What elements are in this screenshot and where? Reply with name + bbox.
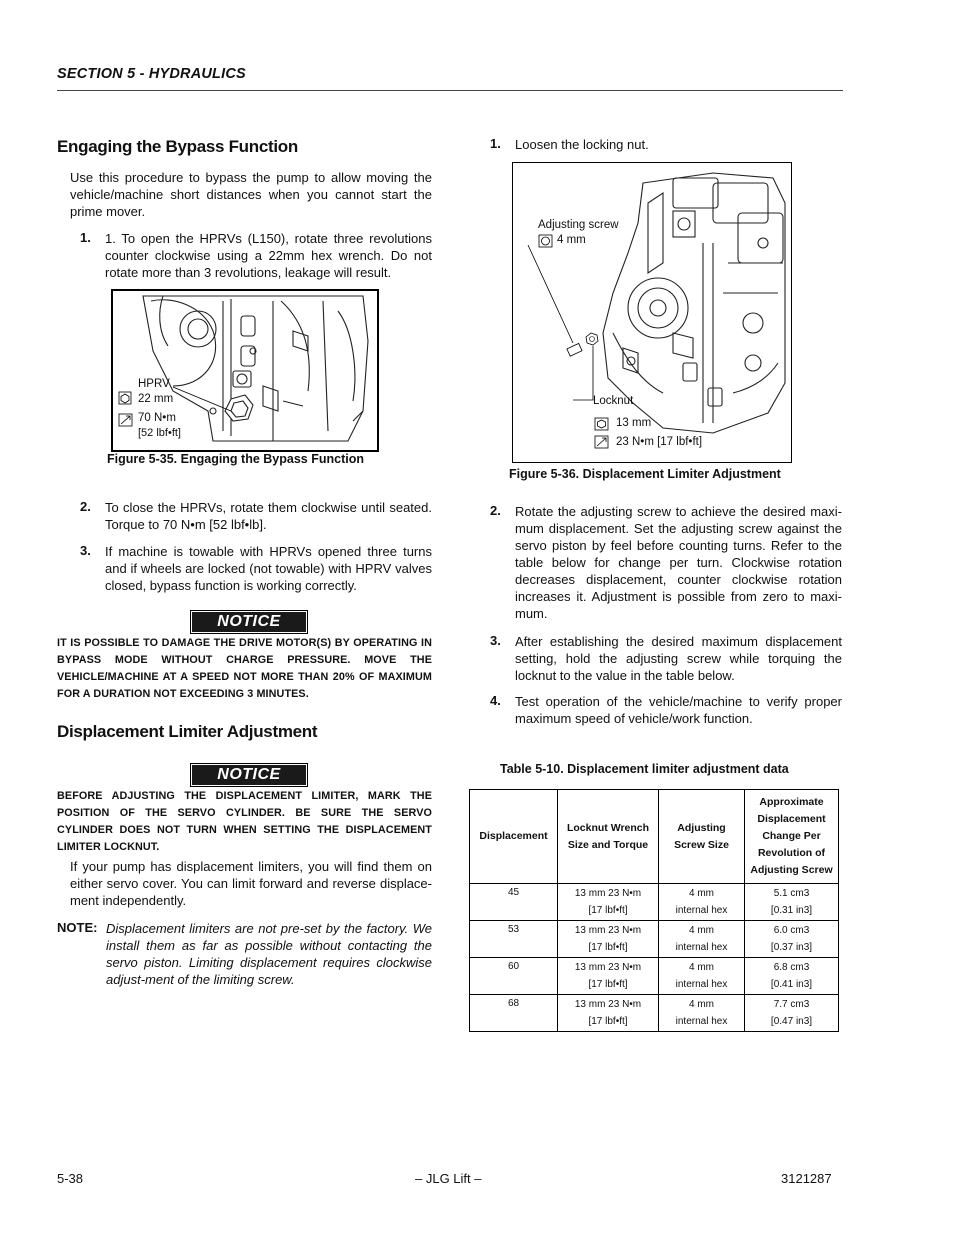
table-row xyxy=(470,884,839,921)
cell-line: 4 mm xyxy=(689,888,714,899)
pump-limiter-drawing xyxy=(513,163,791,462)
table-header-cell: Displacement xyxy=(470,790,558,884)
figure-5-35-caption: Figure 5-35. Engaging the Bypass Function xyxy=(107,452,364,466)
table-cell xyxy=(745,995,839,1032)
figure-5-36-caption: Figure 5-36. Displacement Limiter Adjustment xyxy=(509,467,781,481)
adjusting-screw-label: Adjusting screw xyxy=(538,219,619,231)
cell-line: 4 mm xyxy=(689,925,714,936)
notice-bypass-text: IT IS POSSIBLE TO DAMAGE THE DRIVE MOTOR(S) BY OPERATING IN BYPASS MODE WITHOUT CHARGE PRESSURE. MOVE THE VEHICLE/MACHINE AT A SPEED NOT MORE THAN 20% OF MAXIMUM FOR A DURATION NOT EXCEEDING 3 MINUTES. xyxy=(57,637,432,700)
adjusting-screw-size-label: 4 mm xyxy=(557,234,586,246)
cell-line: internal hex xyxy=(675,905,728,916)
table-cell xyxy=(745,921,839,958)
limiter-step-2: Rotate the adjusting screw to achieve the desired maxi-mum displacement. Set the adjusting screw against the servo piston by feel before counting turns. Refer to the table below for change per turn. Clockwise rotation decreases displacement, counter clockwise rotation increases it. Adjustment is possible from zero to maxi-mum. xyxy=(515,504,842,621)
section-header: SECTION 5 - HYDRAULICS xyxy=(57,66,246,82)
table-cell xyxy=(659,921,745,958)
header-rule xyxy=(57,90,843,91)
figure-5-36 xyxy=(512,162,792,463)
table-header-cell: Locknut Wrench Size and Torque xyxy=(558,790,659,884)
table-cell xyxy=(745,884,839,921)
cell-line: [0.47 in3] xyxy=(770,1016,813,1027)
step-number: 3. xyxy=(80,543,91,558)
table-cell xyxy=(558,921,659,958)
displacement-limiter-table xyxy=(469,789,839,1032)
limiter-step-3: After establishing the desired maximum displacement setting, hold the adjusting screw while torquing the locknut to the value in the table below. xyxy=(515,634,842,683)
step-number: 2. xyxy=(490,503,501,518)
cell-line: [0.41 in3] xyxy=(770,979,813,990)
table-cell xyxy=(659,995,745,1032)
step-number: 1. xyxy=(490,136,501,151)
table-cell xyxy=(745,958,839,995)
hprv-size-label: 22 mm xyxy=(138,393,174,405)
table-header-cell: Adjusting Screw Size xyxy=(659,790,745,884)
cell-line: 7.7 cm3 xyxy=(773,999,810,1010)
table-row xyxy=(470,921,839,958)
locknut-label: Locknut xyxy=(593,395,634,407)
cell-line: internal hex xyxy=(675,942,728,953)
table-cell: 45 xyxy=(470,884,558,921)
cell-line: 13 mm 23 N•m xyxy=(574,925,642,936)
cell-line: [17 lbf•ft] xyxy=(588,1016,628,1027)
table-cell: 68 xyxy=(470,995,558,1032)
note-text: Displacement limiters are not pre-set by the factory. We install them as far as possible without contacting the servo piston. Limiting displacement requires clockwise adjust-ment of the limiting screw. xyxy=(106,921,432,987)
table-cell xyxy=(659,884,745,921)
table-cell xyxy=(558,958,659,995)
bypass-step-3: If machine is towable with HPRVs opened three turns and if wheels are locked (not towable) with HPRV valves closed, bypass function is working correctly. xyxy=(105,544,432,593)
table-cell xyxy=(558,995,659,1032)
bypass-step-1: 1. To open the HPRVs (L150), rotate three revolutions counter clockwise using a 22mm hex wrench. Do not rotate more than 3 revolutions, leakage will result. xyxy=(105,231,432,280)
cell-line: [0.31 in3] xyxy=(770,905,813,916)
step-number: 4. xyxy=(490,693,501,708)
document-number: 3121287 xyxy=(781,1171,832,1186)
footer-brand: – JLG Lift – xyxy=(415,1171,482,1186)
cell-line: 5.1 cm3 xyxy=(773,888,810,899)
step-number: 3. xyxy=(490,633,501,648)
cell-line: 4 mm xyxy=(689,999,714,1010)
cell-line: 13 mm 23 N•m xyxy=(574,888,642,899)
table-header-row xyxy=(470,790,839,884)
hprv-torque-imperial-label: [52 lbf•ft] xyxy=(138,427,181,439)
cell-line: 4 mm xyxy=(689,962,714,973)
cell-line: 6.8 cm3 xyxy=(773,962,810,973)
locknut-torque-label: 23 N•m [17 lbf•ft] xyxy=(616,436,703,448)
table-row xyxy=(470,958,839,995)
step-number: 1. xyxy=(80,230,91,245)
locknut-size-label: 13 mm xyxy=(616,417,652,429)
cell-line: [17 lbf•ft] xyxy=(588,979,628,990)
table-cell xyxy=(558,884,659,921)
cell-line: [17 lbf•ft] xyxy=(588,905,628,916)
table-title: Table 5-10. Displacement limiter adjustment data xyxy=(500,762,789,776)
limiter-step-1: Loosen the locking nut. xyxy=(515,137,649,152)
limiter-intro: If your pump has displacement limiters, you will find them on either servo cover. You can limit forward and reverse displace-ment independently. xyxy=(70,859,432,908)
cell-line: 13 mm 23 N•m xyxy=(574,962,642,973)
notice-badge: NOTICE xyxy=(190,763,308,787)
table-header-cell: Approximate Displacement Change Per Revolution of Adjusting Screw xyxy=(745,790,839,884)
table-cell xyxy=(659,958,745,995)
bypass-intro: Use this procedure to bypass the pump to allow moving the vehicle/machine short distances when you cannot start the prime mover. xyxy=(70,170,432,219)
cell-line: [17 lbf•ft] xyxy=(588,942,628,953)
cell-line: [0.37 in3] xyxy=(770,942,813,953)
note-label: NOTE: xyxy=(57,920,98,935)
cell-line: 6.0 cm3 xyxy=(773,925,810,936)
step-number: 2. xyxy=(80,499,91,514)
hprv-label: HPRV xyxy=(138,378,170,390)
notice-limiter-text: BEFORE ADJUSTING THE DISPLACEMENT LIMITER, MARK THE POSITION OF THE SERVO CYLINDER. BE SURE THE SERVO CYLINDER DOES NOT TURN WHEN SETTING THE DISPLACEMENT LIMITER LOCKNUT. xyxy=(57,790,432,853)
bypass-title: Engaging the Bypass Function xyxy=(57,137,298,156)
table-row xyxy=(470,995,839,1032)
limiter-step-4: Test operation of the vehicle/machine to verify proper maximum speed of vehicle/work function. xyxy=(515,694,842,726)
figure-5-35 xyxy=(111,289,379,452)
cell-line: 13 mm 23 N•m xyxy=(574,999,642,1010)
page-number: 5-38 xyxy=(57,1171,84,1186)
cell-line: internal hex xyxy=(675,1016,728,1027)
displacement-limiter-title: Displacement Limiter Adjustment xyxy=(57,722,318,741)
notice-badge: NOTICE xyxy=(190,610,308,634)
table-cell: 53 xyxy=(470,921,558,958)
hprv-torque-label: 70 N•m xyxy=(138,412,176,424)
table-cell: 60 xyxy=(470,958,558,995)
cell-line: internal hex xyxy=(675,979,728,990)
bypass-step-2: To close the HPRVs, rotate them clockwise until seated. Torque to 70 N•m [52 lbf•lb]. xyxy=(105,500,432,532)
